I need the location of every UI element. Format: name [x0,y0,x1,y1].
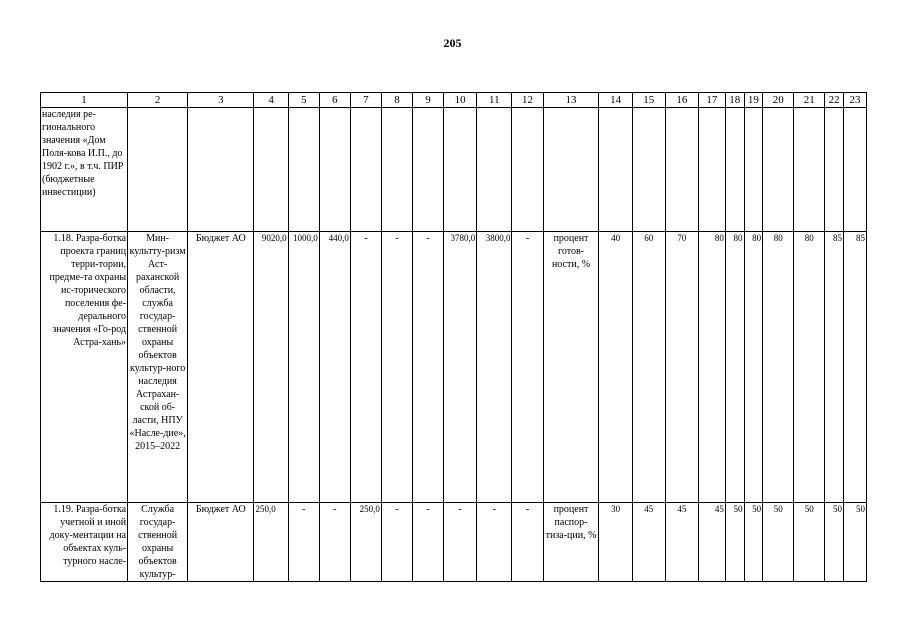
value-cell: - [319,503,350,582]
target-cell: 80 [698,232,725,503]
value-cell: 250,0 [350,503,381,582]
header-cell: 11 [477,93,512,108]
value-cell [254,108,288,232]
target-cell: 45 [665,503,698,582]
header-cell: 17 [698,93,725,108]
header-cell: 12 [512,93,543,108]
target-cell [794,108,825,232]
target-cell: 50 [763,503,794,582]
header-cell: 20 [763,93,794,108]
name-cell: наследия ре-гионального значения «Дом Поля-кова И.П., до 1902 г.», в т.ч. ПИР (бюджетные инвестиции) [41,108,128,232]
header-cell: 4 [254,93,288,108]
target-cell [599,108,632,232]
header-cell: 21 [794,93,825,108]
value-cell [512,108,543,232]
header-cell: 15 [632,93,665,108]
target-cell: 30 [599,503,632,582]
source-cell [188,108,254,232]
header-cell: 19 [744,93,763,108]
value-cell [381,108,412,232]
target-cell: 80 [744,232,763,503]
target-cell: 40 [599,232,632,503]
value-cell: - [512,503,543,582]
target-cell [698,108,725,232]
header-cell: 7 [350,93,381,108]
value-cell: - [412,232,443,503]
target-cell: 80 [725,232,744,503]
value-cell: 440,0 [319,232,350,503]
value-cell: - [512,232,543,503]
target-cell: 50 [843,503,866,582]
target-cell: 80 [794,232,825,503]
target-cell [843,108,866,232]
header-cell: 6 [319,93,350,108]
target-cell [725,108,744,232]
executor-text: Служба государ-ственной охраны объектов культур- [138,504,178,580]
executor-cell [128,503,188,582]
target-cell: 45 [698,503,725,582]
value-cell: 250,0 [254,503,288,582]
value-cell: 3800,0 [477,232,512,503]
target-cell: 50 [794,503,825,582]
header-cell: 23 [843,93,866,108]
target-cell: 60 [632,232,665,503]
indicator-cell: процент готов-ности, % [543,232,599,503]
value-cell: - [350,232,381,503]
target-cell: 50 [744,503,763,582]
value-cell [319,108,350,232]
indicator-cell [543,108,599,232]
header-cell: 8 [381,93,412,108]
value-cell [477,108,512,232]
target-cell: 50 [725,503,744,582]
value-cell [412,108,443,232]
value-cell [350,108,381,232]
value-cell: - [288,503,319,582]
value-cell [444,108,477,232]
table-row [41,503,867,582]
target-cell: 70 [665,232,698,503]
indicator-cell: процент паспор-тиза-ции, % [543,503,599,582]
executor-cell [128,108,188,232]
name-cell: 1.18. Разра-ботка проекта границ терри-тории, предме-та охраны ис-торического поселения фе-дерального значения «Го-род Астра-хань» [41,232,128,503]
value-cell: 3780,0 [444,232,477,503]
target-cell [665,108,698,232]
header-cell: 3 [188,93,254,108]
header-cell: 16 [665,93,698,108]
value-cell: - [412,503,443,582]
value-cell: - [381,503,412,582]
value-cell: - [444,503,477,582]
name-cell [41,503,128,582]
target-cell: 80 [763,232,794,503]
value-cell: - [381,232,412,503]
target-cell: 50 [825,503,844,582]
source-cell: Бюджет АО [188,503,254,582]
target-cell: 45 [632,503,665,582]
header-row [41,93,867,108]
header-cell: 9 [412,93,443,108]
target-cell [825,108,844,232]
data-table [40,92,867,582]
table-row [41,108,867,232]
page-number: 205 [443,36,462,50]
source-cell: Бюджет АО [188,232,254,503]
table-row [41,232,867,503]
header-cell: 14 [599,93,632,108]
value-cell: 1000,0 [288,232,319,503]
target-cell [632,108,665,232]
name-text: 1.19. Разра-ботка учетной и иной доку-ментации на объектах куль-турного насле- [49,504,127,567]
value-cell: 9020,0 [254,232,288,503]
header-cell: 5 [288,93,319,108]
header-cell: 10 [444,93,477,108]
target-cell: 85 [825,232,844,503]
header-cell: 2 [128,93,188,108]
value-cell: - [477,503,512,582]
header-cell: 18 [725,93,744,108]
header-cell: 13 [543,93,599,108]
header-cell: 22 [825,93,844,108]
header-cell: 1 [41,93,128,108]
target-cell [744,108,763,232]
target-cell: 85 [843,232,866,503]
target-cell [763,108,794,232]
value-cell [288,108,319,232]
executor-cell: Мин-культту-ризм Аст-раханской области, служба государ-ственной охраны объектов культур-ного наследия Астрахан-ской об-ласти, НПУ «Насле-дие», 2015–2022 [128,232,188,503]
